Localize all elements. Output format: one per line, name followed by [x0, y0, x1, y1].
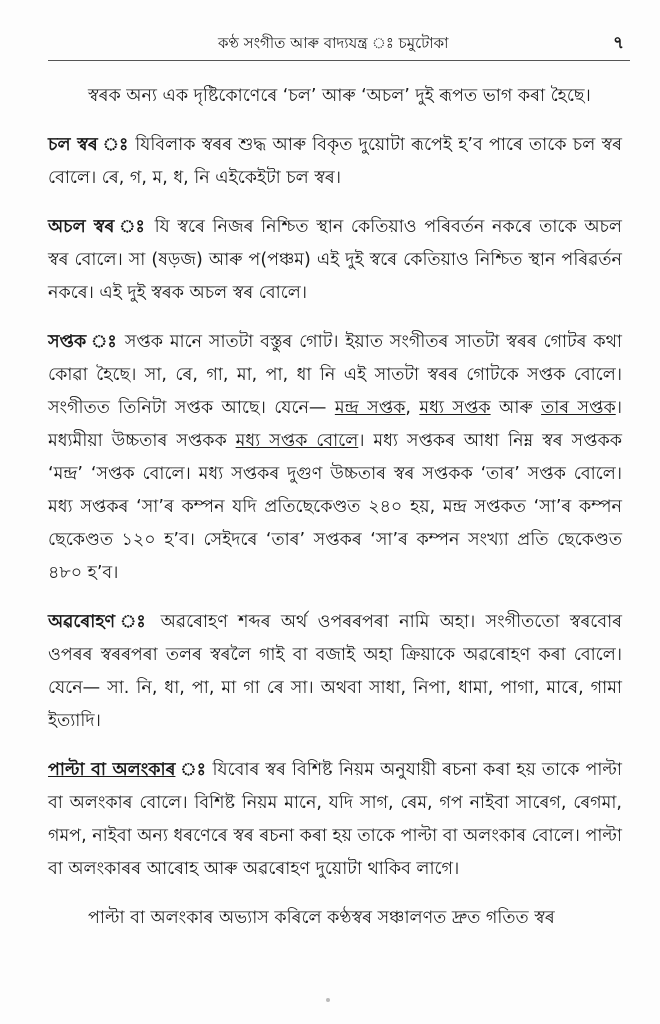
palta-term: পাল্টা বা অলংকাৰ	[48, 760, 176, 780]
saptak-term: সপ্তক ঃ	[48, 332, 118, 352]
saptak-paragraph	[48, 326, 622, 590]
running-title: কণ্ঠ সংগীত আৰু বাদ্যযন্ত্ৰ ঃ চমুটোকা	[218, 34, 449, 52]
chal-swar-paragraph	[48, 129, 622, 195]
chal-swar-text: যিবিলাক স্বৰৰ শুদ্ধ আৰু বিকৃত দুয়োটা ৰূপেই হ’ব পাৰে তাকে চল স্বৰ বোলে। ৰে, গ, ম, ধ, নি এইকেইটা চল স্বৰ।	[48, 135, 622, 188]
saptak-sep-1: ,	[405, 398, 420, 418]
saptak-sep-2: আৰু	[490, 398, 542, 418]
taar-saptak-underlined: তাৰ সপ্তক	[541, 398, 616, 418]
saptak-text-3: । মধ্য সপ্তকৰ আধা নিম্ন স্বৰ সপ্তকক ‘মন্দ্ৰ’ ‘সপ্তক বোলে। মধ্য সপ্তকৰ দুগুণ উচ্চতাৰ স্বৰ সপ্তকক ‘তাৰ’ সপ্তক বোলে। মধ্য সপ্তকৰ ‘সা’ৰ কম্পন যদি প্ৰতিছেকেণ্ডত ২৪০ হয়, মন্দ্ৰ সপ্তকত ‘সা’ৰ কম্পন ছেকেণ্ডত ১২০ হ’ব। সেইদৰে ‘তাৰ’ সপ্তকৰ ‘সা’ৰ কম্পন সংখ্যা প্ৰতি ছেকেণ্ডত ৪৮০ হ’ব।	[48, 431, 622, 583]
page-header	[48, 30, 630, 61]
saptak-text-2: । মধ্যমীয়া উচ্চতাৰ সপ্তকক	[48, 398, 623, 451]
page-mark	[326, 998, 330, 1002]
achal-swar-paragraph	[48, 211, 622, 310]
page-body	[48, 80, 622, 951]
mandra-saptak-underlined: মন্দ্ৰ সপ্তক	[334, 398, 406, 418]
last-paragraph: পাল্টা বা অলংকাৰ অভ্যাস কৰিলে কণ্ঠস্বৰ সঞ্চালণত দ্ৰুত গতিত স্বৰ	[88, 908, 555, 928]
achal-swar-text: যি স্বৰে নিজৰ নিশ্চিত স্থান কেতিয়াও পৰিবৰ্তন নকৰে তাকে অচল স্বৰ বোলে। সা (ষড়জ) আৰু প(পঞ্চম) এই দুই স্বৰে কেতিয়াও নিশ্চিত স্থান পৰিৱৰ্তন নকৰে। এই দুই স্বৰক অচল স্বৰ বোলে।	[48, 217, 622, 303]
madhya-saptak-underlined: মধ্য সপ্তক	[419, 398, 491, 418]
palta-text: যিবোৰ স্বৰ বিশিষ্ট নিয়ম অনুযায়ী ৰচনা কৰা হয় তাকে পাল্টা বা অলংকাৰ বোলে। বিশিষ্ট নিয়ম মানে, যদি সাগ, ৰেম, গপ নাইবা সাৰেগ, ৰেগমা, গমপ, নাইবা অন্য ধৰণেৰে স্বৰ ৰচনা কৰা হয় তাকে পাল্টা বা অলংকাৰ বোলে। পাল্টা বা অলংকাৰৰ আৰোহ আৰু অৱৰোহণ দুয়োটা থাকিব লাগে।	[48, 760, 623, 879]
achal-swar-term: অচল স্বৰ ঃ	[48, 217, 147, 237]
madhya-saptak-bole-underlined: মধ্য সপ্তক বোলে	[235, 431, 359, 451]
avaroha-text: অৱৰোহণ শব্দৰ অৰ্থ ওপৰৰপৰা নামি অহা। সংগীততো স্বৰবোৰ ওপৰৰ স্বৰৰপৰা তলৰ স্বৰলৈ গাই বা বজাই অহা ক্ৰিয়াকে অৱৰোহণ কৰা বোলে। যেনে— সা. নি, ধা, পা, মা গা ৰে সা। অথবা সাধা, নিপা, ধামা, পাগা, মাৰে, গামা ইত্যাদি।	[48, 612, 623, 731]
intro-paragraph: স্বৰক অন্য এক দৃষ্টিকোণেৰে ‘চল’ আৰু ‘অচল’ দুই ৰূপত ভাগ কৰা হৈছে।	[88, 86, 591, 106]
chal-swar-term: চল স্বৰ ঃ	[48, 135, 130, 155]
avaroha-term: অৱৰোহণ ঃ	[48, 612, 151, 632]
page-number: ৭	[612, 33, 624, 53]
avaroha-paragraph	[48, 606, 622, 738]
palta-colon: ঃ	[175, 760, 207, 780]
palta-paragraph	[48, 754, 622, 886]
saptak-text-1: সপ্তক মানে সাতটা বস্তুৰ গোট। ইয়াত সংগীতৰ সাতটা স্বৰৰ গোটৰ কথা কোৱা হৈছে। সা, ৰে, গা, মা, পা, ধা নি এই সাতটা স্বৰৰ গোটকে সপ্তক বোলে। সংগীতত তিনিটা সপ্তক আছে। যেনে—	[48, 332, 622, 418]
